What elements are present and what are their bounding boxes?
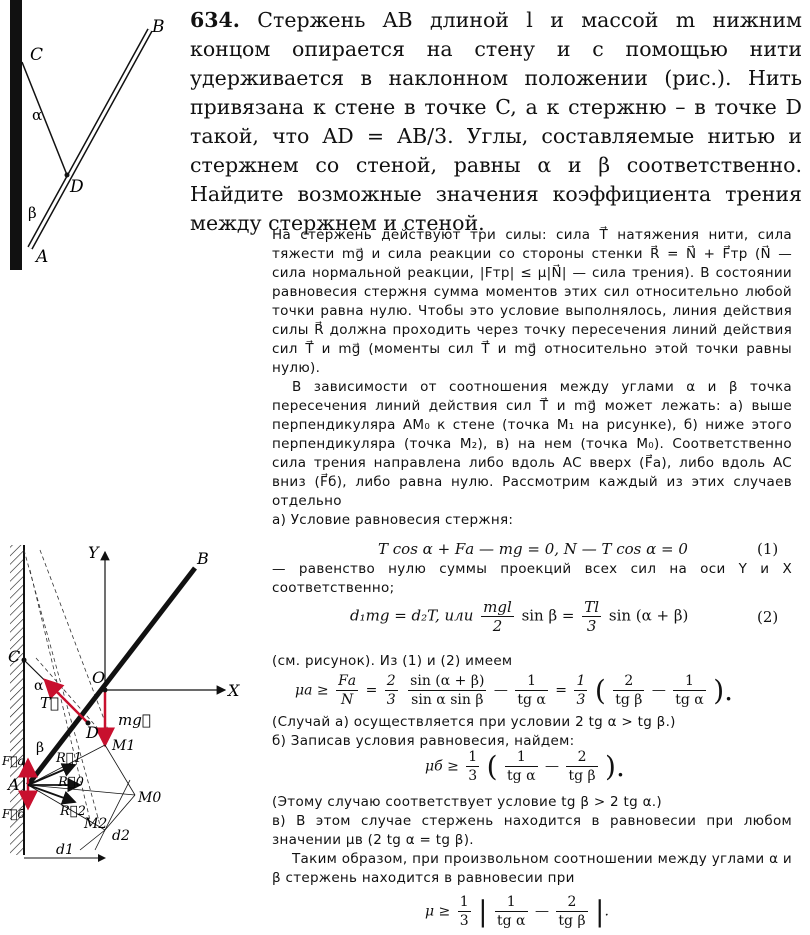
figure-force-diagram [0,540,260,870]
solution-block-2 [272,560,792,598]
solution-p2: В зависимости от соотношения между углами α и β точка пересечения линий действия сил T⃗ и mg⃗ может лежать: а) выше перпендикуляра AM₀ к стене (точка M₁ на рисунке), б) ниже этого перпендикуляра (точка M₂), в) на нем (точка M₀). Соответственно сила трения направлена либо вдоль AC вверх (F⃗а), либо вдоль AC вниз (F⃗б), либо равна нулю. Рассмотрим каждый из этих случаев отдельно [272,379,792,509]
label-d1: d1 [56,842,74,858]
label-fb: F⃗б [2,807,25,821]
label-r0: R⃗0 [58,775,84,790]
eq4-frac3: $\frac{2}{\text{tg β}}$ [568,749,596,784]
eq5-frac2: $\frac{1}{\text{tg α}}$ [497,894,526,929]
label-a: A [8,775,20,794]
label-r2: R⃗2 [60,804,86,819]
solution-p1: На стержень действуют три силы: сила T⃗ натяжения нити, сила тяжести mg⃗ и сила реакции со стороны стенки R⃗ = N⃗ + F⃗тр (N⃗ — сила нормальной реакции, |Fтр| ≤ μ|N⃗| — сила трения). В состоянии равновесия стержня сумма моментов этих сил относительно любой точки равна нулю. Чтобы это условие выполнялось, линия действия силы R⃗ должна проходить через точку пересечения линий действия сил T⃗ и mg⃗ (моменты сил T⃗ и mg⃗ относительно этой точки равны нулю). [272,227,792,376]
equation-2 [350,598,688,635]
wall [10,0,22,270]
solution-block-3 [272,652,792,671]
solution-p8: в) В этом случае стержень находится в равновесии при любом значении μв (2 tg α = tg β). [272,813,792,848]
solution-block-4 [272,713,792,751]
eq3-frac2: $\frac{2}{3}$ [386,673,396,708]
solution-p6: б) Записав условия равновесия, найдем: [272,733,575,749]
label-x: X [228,681,240,700]
equation-3 [295,672,733,709]
problem-number: 634. [190,8,240,32]
eq3-minus: — [493,682,508,699]
eq3-frac3: $\frac{\sin (\alpha + \beta)}{\text{sin α sin β}}$ [410,673,485,708]
solution-p4: (см. рисунок). Из (1) и (2) имеем [272,653,513,669]
eq4-paren-open: ( [486,750,498,783]
eq3-paren-open: ( [594,674,606,707]
label-m2: M2 [84,816,108,832]
solution-block-5 [272,793,792,888]
solution-case-a: а) Условие равновесия стержня: [272,512,514,528]
eq2-right: sin (α + β) [608,606,689,625]
equation-4 [425,748,625,785]
label-alpha: α [34,678,44,694]
equation-1: T cos α + Fа — mg = 0, N — T cos α = 0 [378,540,688,558]
label-beta: β [28,204,37,222]
eq2-left: d₁mg = d₂T, или [350,606,474,625]
problem-statement [190,6,802,238]
solution-p5: (Случай а) осуществляется при условии 2 tg α > tg β.) [272,714,676,730]
label-b: B [152,17,165,37]
eq2-mid: sin β = [521,606,575,625]
point-o [103,688,108,693]
eq3-frac7: $\frac{1}{\text{tg α}}$ [675,673,704,708]
eq3-eq1: = [365,682,378,699]
label-d2: d2 [112,828,130,844]
label-beta: β [36,740,45,756]
eq3-frac6: $\frac{2}{\text{tg β}}$ [615,673,643,708]
eq5-bar-open: | [478,895,488,928]
eq5-frac3: $\frac{2}{\text{tg β}}$ [558,894,586,929]
string-cd [22,62,67,175]
eq5-lhs: μ ≥ [425,903,451,920]
eq3-paren-close: ). [713,674,734,707]
label-c: C [30,45,44,65]
eq2-frac2: $\frac{Tl}{3}$ [584,598,600,635]
eq3-frac5: $\frac{1}{3}$ [576,673,586,708]
label-fa: F⃗a [2,754,25,768]
eq4-paren-close: ). [605,750,625,783]
eq4-lhs: μб ≥ [425,758,459,775]
eq5-minus: — [534,903,549,920]
eq3-eq2: = [555,682,567,699]
eq4-minus: — [545,758,559,775]
rod-ab-core [30,30,150,248]
solution-p3: — равенство нулю суммы проекций всех сил на оси Y и X соответственно; [272,561,792,596]
eq3-frac4: $\frac{1}{\text{tg α}}$ [517,673,546,708]
eq5-bar-close: | [595,895,605,928]
label-r1: R⃗1 [56,751,82,766]
label-a: A [36,247,49,267]
label-m1: M1 [112,738,136,754]
equation-5 [425,893,609,930]
point-d [65,173,70,178]
label-t: T⃗ [40,694,60,712]
eq2-frac1: $\frac{\text{mgl}}{2}$ [483,598,512,635]
eq3-frac1: $\frac{Fа}{N}$ [338,673,357,708]
equation-1-number: (1) [757,540,779,558]
label-m0: M0 [138,790,162,806]
problem-text: Стержень AB длиной l и массой m нижним концом опирается на стену и с помощью нити удерживается в наклонном положении (рис.). Нить привязана к стене в точке C, а к стержню – в точке D такой, что AD = AB/3. Углы, составляемые нитью и стержнем со стеной, равны α и β соответственно. Найдите возможные значения коэффициента трения между стержнем и стеной. [190,8,802,235]
label-c: C [8,647,21,666]
label-y: Y [88,543,99,562]
label-b: B [197,549,209,568]
label-d: D [70,177,84,197]
solution-p7: (Этому случаю соответствует условие tg β > 2 tg α.) [272,794,662,810]
figure-rod-on-wall [0,0,200,275]
solution-block-1 [272,226,792,530]
label-d: D [86,723,99,742]
solution-p9: Таким образом, при произвольном соотношении между углами α и β стержень находится в равновесии при [272,851,792,886]
eq5-end: . [604,903,609,920]
equation-2-number: (2) [757,608,779,626]
eq4-frac1: $\frac{1}{3}$ [468,749,478,784]
label-o: O [92,668,106,687]
eq3-lhs: μа ≥ [295,682,329,699]
point-c [22,658,27,663]
eq5-frac1: $\frac{1}{3}$ [459,894,469,929]
label-alpha: α [32,106,43,124]
eq3-minus2: — [651,682,666,699]
label-mg: mg⃗ [118,711,151,729]
eq4-frac2: $\frac{1}{\text{tg α}}$ [507,749,536,784]
